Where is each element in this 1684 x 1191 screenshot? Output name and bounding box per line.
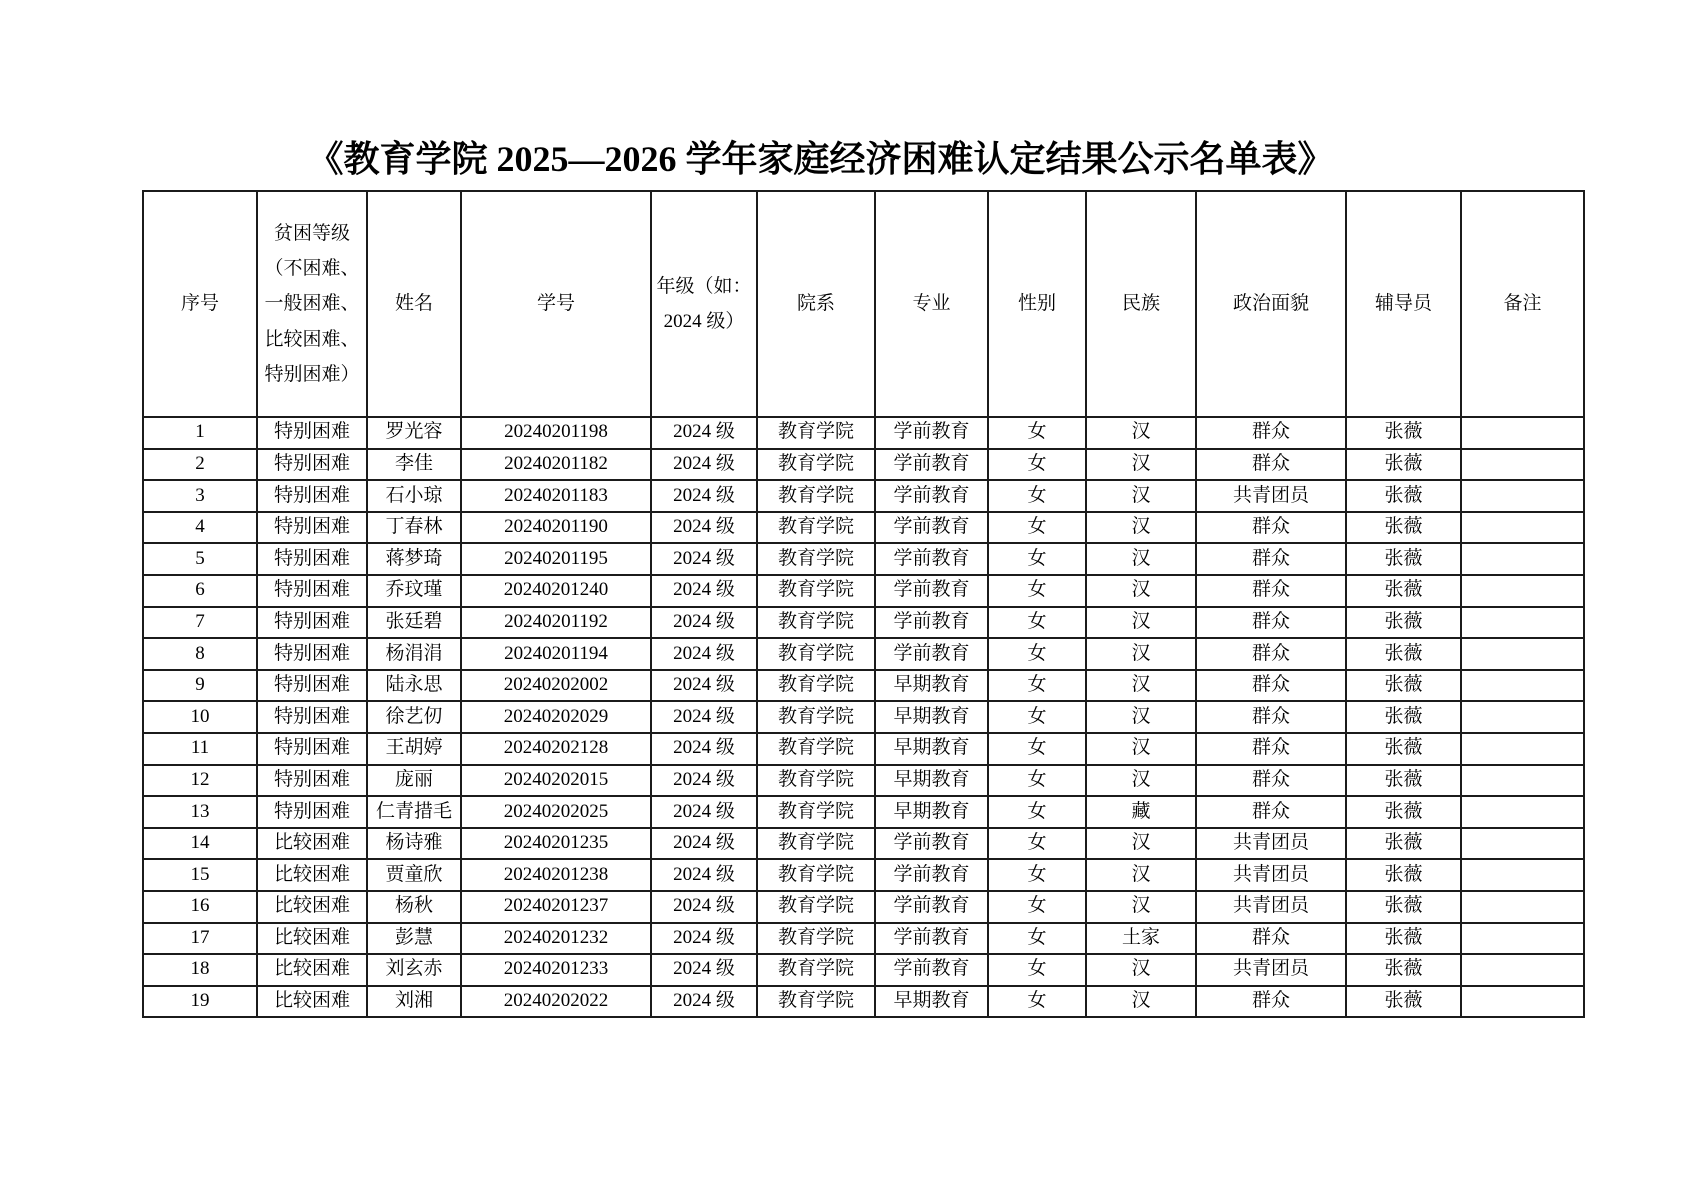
table-row (143, 859, 1584, 891)
cell-student-id: 20240201182 (461, 449, 651, 481)
cell-gender: 女 (988, 923, 1086, 955)
table-row (143, 670, 1584, 702)
cell-student-id: 20240201194 (461, 638, 651, 670)
cell-department: 教育学院 (757, 575, 875, 607)
cell-counselor: 张薇 (1346, 828, 1461, 860)
cell-name: 张廷碧 (367, 607, 461, 639)
cell-major: 早期教育 (875, 733, 988, 765)
cell-political-status: 群众 (1196, 638, 1346, 670)
cell-poverty-level: 比较困难 (257, 859, 367, 891)
cell-student-id: 20240202029 (461, 701, 651, 733)
cell-ethnicity: 汉 (1086, 954, 1196, 986)
cell-index: 1 (143, 417, 257, 449)
cell-grade: 2024 级 (651, 986, 757, 1018)
cell-major: 学前教育 (875, 449, 988, 481)
cell-poverty-level: 特别困难 (257, 607, 367, 639)
column-header-ethnicity: 民族 (1086, 191, 1196, 417)
cell-student-id: 20240202128 (461, 733, 651, 765)
cell-grade: 2024 级 (651, 733, 757, 765)
cell-department: 教育学院 (757, 480, 875, 512)
cell-index: 19 (143, 986, 257, 1018)
cell-counselor: 张薇 (1346, 512, 1461, 544)
cell-political-status: 群众 (1196, 733, 1346, 765)
cell-department: 教育学院 (757, 923, 875, 955)
cell-grade: 2024 级 (651, 638, 757, 670)
cell-poverty-level: 特别困难 (257, 575, 367, 607)
cell-gender: 女 (988, 607, 1086, 639)
cell-political-status: 群众 (1196, 765, 1346, 797)
cell-grade: 2024 级 (651, 575, 757, 607)
cell-student-id: 20240202025 (461, 796, 651, 828)
cell-gender: 女 (988, 417, 1086, 449)
cell-name: 徐艺仞 (367, 701, 461, 733)
cell-ethnicity: 汉 (1086, 859, 1196, 891)
cell-grade: 2024 级 (651, 891, 757, 923)
cell-department: 教育学院 (757, 701, 875, 733)
cell-counselor: 张薇 (1346, 638, 1461, 670)
cell-counselor: 张薇 (1346, 449, 1461, 481)
cell-grade: 2024 级 (651, 607, 757, 639)
cell-remarks (1461, 417, 1584, 449)
cell-remarks (1461, 512, 1584, 544)
cell-grade: 2024 级 (651, 670, 757, 702)
cell-grade: 2024 级 (651, 954, 757, 986)
cell-department: 教育学院 (757, 638, 875, 670)
column-header-remarks: 备注 (1461, 191, 1584, 417)
cell-student-id: 20240201195 (461, 543, 651, 575)
cell-department: 教育学院 (757, 512, 875, 544)
cell-grade: 2024 级 (651, 417, 757, 449)
cell-remarks (1461, 575, 1584, 607)
cell-major: 学前教育 (875, 543, 988, 575)
cell-department: 教育学院 (757, 607, 875, 639)
table-body (143, 417, 1584, 1017)
cell-gender: 女 (988, 796, 1086, 828)
cell-counselor: 张薇 (1346, 859, 1461, 891)
cell-student-id: 20240201232 (461, 923, 651, 955)
cell-gender: 女 (988, 543, 1086, 575)
cell-grade: 2024 级 (651, 765, 757, 797)
cell-ethnicity: 汉 (1086, 417, 1196, 449)
cell-gender: 女 (988, 701, 1086, 733)
cell-grade: 2024 级 (651, 449, 757, 481)
cell-index: 9 (143, 670, 257, 702)
cell-index: 13 (143, 796, 257, 828)
cell-major: 早期教育 (875, 701, 988, 733)
cell-gender: 女 (988, 670, 1086, 702)
cell-remarks (1461, 449, 1584, 481)
cell-department: 教育学院 (757, 828, 875, 860)
cell-department: 教育学院 (757, 543, 875, 575)
cell-ethnicity: 汉 (1086, 512, 1196, 544)
table-row (143, 701, 1584, 733)
cell-counselor: 张薇 (1346, 701, 1461, 733)
cell-student-id: 20240201233 (461, 954, 651, 986)
table-row (143, 765, 1584, 797)
cell-poverty-level: 特别困难 (257, 449, 367, 481)
cell-grade: 2024 级 (651, 796, 757, 828)
cell-political-status: 群众 (1196, 607, 1346, 639)
cell-student-id: 20240201238 (461, 859, 651, 891)
cell-remarks (1461, 954, 1584, 986)
table-row (143, 954, 1584, 986)
cell-ethnicity: 汉 (1086, 607, 1196, 639)
cell-counselor: 张薇 (1346, 733, 1461, 765)
cell-index: 16 (143, 891, 257, 923)
cell-index: 15 (143, 859, 257, 891)
cell-remarks (1461, 891, 1584, 923)
cell-index: 12 (143, 765, 257, 797)
cell-political-status: 群众 (1196, 417, 1346, 449)
cell-gender: 女 (988, 733, 1086, 765)
cell-department: 教育学院 (757, 449, 875, 481)
cell-ethnicity: 汉 (1086, 638, 1196, 670)
cell-grade: 2024 级 (651, 828, 757, 860)
cell-remarks (1461, 543, 1584, 575)
cell-counselor: 张薇 (1346, 575, 1461, 607)
cell-name: 刘湘 (367, 986, 461, 1018)
cell-student-id: 20240202015 (461, 765, 651, 797)
cell-grade: 2024 级 (651, 923, 757, 955)
cell-major: 学前教育 (875, 828, 988, 860)
cell-student-id: 20240201235 (461, 828, 651, 860)
cell-student-id: 20240201240 (461, 575, 651, 607)
cell-counselor: 张薇 (1346, 543, 1461, 575)
cell-name: 罗光容 (367, 417, 461, 449)
cell-major: 学前教育 (875, 512, 988, 544)
cell-political-status: 共青团员 (1196, 954, 1346, 986)
cell-remarks (1461, 701, 1584, 733)
cell-student-id: 20240202002 (461, 670, 651, 702)
cell-ethnicity: 汉 (1086, 543, 1196, 575)
table-row (143, 512, 1584, 544)
cell-index: 4 (143, 512, 257, 544)
table-row (143, 480, 1584, 512)
cell-student-id: 20240201198 (461, 417, 651, 449)
cell-department: 教育学院 (757, 954, 875, 986)
cell-political-status: 共青团员 (1196, 891, 1346, 923)
cell-poverty-level: 特别困难 (257, 796, 367, 828)
cell-remarks (1461, 765, 1584, 797)
cell-index: 3 (143, 480, 257, 512)
cell-student-id: 20240201183 (461, 480, 651, 512)
cell-name: 贾童欣 (367, 859, 461, 891)
cell-major: 学前教育 (875, 638, 988, 670)
cell-political-status: 群众 (1196, 543, 1346, 575)
cell-name: 蒋梦琦 (367, 543, 461, 575)
cell-gender: 女 (988, 954, 1086, 986)
cell-name: 杨秋 (367, 891, 461, 923)
cell-remarks (1461, 796, 1584, 828)
cell-remarks (1461, 923, 1584, 955)
cell-political-status: 群众 (1196, 670, 1346, 702)
column-header-major: 专业 (875, 191, 988, 417)
cell-index: 11 (143, 733, 257, 765)
cell-index: 6 (143, 575, 257, 607)
cell-name: 庞丽 (367, 765, 461, 797)
cell-major: 早期教育 (875, 796, 988, 828)
cell-index: 2 (143, 449, 257, 481)
cell-index: 5 (143, 543, 257, 575)
cell-student-id: 20240201237 (461, 891, 651, 923)
cell-counselor: 张薇 (1346, 796, 1461, 828)
cell-political-status: 共青团员 (1196, 480, 1346, 512)
cell-gender: 女 (988, 765, 1086, 797)
cell-student-id: 20240201192 (461, 607, 651, 639)
cell-ethnicity: 汉 (1086, 828, 1196, 860)
cell-department: 教育学院 (757, 417, 875, 449)
cell-counselor: 张薇 (1346, 670, 1461, 702)
cell-major: 学前教育 (875, 859, 988, 891)
cell-name: 杨涓涓 (367, 638, 461, 670)
table-row (143, 575, 1584, 607)
cell-political-status: 群众 (1196, 923, 1346, 955)
cell-index: 17 (143, 923, 257, 955)
cell-poverty-level: 特别困难 (257, 701, 367, 733)
cell-political-status: 群众 (1196, 986, 1346, 1018)
cell-political-status: 群众 (1196, 701, 1346, 733)
column-header-student-id: 学号 (461, 191, 651, 417)
cell-counselor: 张薇 (1346, 891, 1461, 923)
cell-name: 仁青措毛 (367, 796, 461, 828)
column-header-counselor: 辅导员 (1346, 191, 1461, 417)
cell-name: 刘玄赤 (367, 954, 461, 986)
cell-ethnicity: 汉 (1086, 480, 1196, 512)
cell-major: 学前教育 (875, 480, 988, 512)
cell-name: 乔玟瑾 (367, 575, 461, 607)
cell-poverty-level: 特别困难 (257, 417, 367, 449)
cell-name: 丁春林 (367, 512, 461, 544)
cell-gender: 女 (988, 638, 1086, 670)
column-header-gender: 性别 (988, 191, 1086, 417)
cell-counselor: 张薇 (1346, 923, 1461, 955)
cell-gender: 女 (988, 449, 1086, 481)
table-row (143, 607, 1584, 639)
cell-department: 教育学院 (757, 986, 875, 1018)
cell-department: 教育学院 (757, 670, 875, 702)
cell-counselor: 张薇 (1346, 986, 1461, 1018)
table-row (143, 891, 1584, 923)
cell-grade: 2024 级 (651, 701, 757, 733)
table-row (143, 986, 1584, 1018)
cell-ethnicity: 土家 (1086, 923, 1196, 955)
column-header-poverty-level: 贫困等级（不困难、一般困难、比较困难、特别困难） (257, 191, 367, 417)
cell-major: 早期教育 (875, 670, 988, 702)
cell-name: 李佳 (367, 449, 461, 481)
cell-grade: 2024 级 (651, 859, 757, 891)
cell-major: 学前教育 (875, 607, 988, 639)
cell-grade: 2024 级 (651, 512, 757, 544)
cell-ethnicity: 汉 (1086, 733, 1196, 765)
cell-name: 王胡婷 (367, 733, 461, 765)
cell-remarks (1461, 859, 1584, 891)
cell-political-status: 群众 (1196, 575, 1346, 607)
cell-poverty-level: 特别困难 (257, 543, 367, 575)
cell-political-status: 群众 (1196, 512, 1346, 544)
cell-poverty-level: 比较困难 (257, 891, 367, 923)
cell-counselor: 张薇 (1346, 480, 1461, 512)
cell-index: 14 (143, 828, 257, 860)
column-header-index: 序号 (143, 191, 257, 417)
cell-major: 学前教育 (875, 891, 988, 923)
cell-counselor: 张薇 (1346, 954, 1461, 986)
table-row (143, 733, 1584, 765)
cell-name: 彭慧 (367, 923, 461, 955)
cell-name: 杨诗雅 (367, 828, 461, 860)
cell-remarks (1461, 828, 1584, 860)
cell-remarks (1461, 480, 1584, 512)
cell-ethnicity: 汉 (1086, 891, 1196, 923)
cell-gender: 女 (988, 512, 1086, 544)
cell-gender: 女 (988, 480, 1086, 512)
table-row (143, 543, 1584, 575)
cell-student-id: 20240201190 (461, 512, 651, 544)
column-header-department: 院系 (757, 191, 875, 417)
cell-department: 教育学院 (757, 796, 875, 828)
cell-poverty-level: 比较困难 (257, 986, 367, 1018)
cell-major: 学前教育 (875, 417, 988, 449)
cell-gender: 女 (988, 575, 1086, 607)
cell-grade: 2024 级 (651, 480, 757, 512)
cell-ethnicity: 藏 (1086, 796, 1196, 828)
cell-ethnicity: 汉 (1086, 986, 1196, 1018)
cell-poverty-level: 特别困难 (257, 733, 367, 765)
cell-poverty-level: 特别困难 (257, 638, 367, 670)
cell-index: 10 (143, 701, 257, 733)
cell-grade: 2024 级 (651, 543, 757, 575)
cell-index: 7 (143, 607, 257, 639)
cell-department: 教育学院 (757, 891, 875, 923)
table-row (143, 923, 1584, 955)
cell-major: 学前教育 (875, 923, 988, 955)
cell-poverty-level: 比较困难 (257, 954, 367, 986)
table-row (143, 638, 1584, 670)
table-row (143, 417, 1584, 449)
column-header-name: 姓名 (367, 191, 461, 417)
table-row (143, 449, 1584, 481)
cell-major: 学前教育 (875, 575, 988, 607)
column-header-political-status: 政治面貌 (1196, 191, 1346, 417)
cell-ethnicity: 汉 (1086, 575, 1196, 607)
cell-ethnicity: 汉 (1086, 765, 1196, 797)
cell-political-status: 群众 (1196, 796, 1346, 828)
cell-gender: 女 (988, 859, 1086, 891)
column-header-grade: 年级（如：2024 级） (651, 191, 757, 417)
document-title: 《教育学院 2025—2026 学年家庭经济困难认定结果公示名单表》 (307, 139, 1334, 179)
cell-department: 教育学院 (757, 733, 875, 765)
cell-gender: 女 (988, 828, 1086, 860)
cell-poverty-level: 特别困难 (257, 480, 367, 512)
cell-remarks (1461, 733, 1584, 765)
cell-remarks (1461, 986, 1584, 1018)
cell-remarks (1461, 638, 1584, 670)
cell-name: 石小琼 (367, 480, 461, 512)
cell-political-status: 共青团员 (1196, 828, 1346, 860)
cell-ethnicity: 汉 (1086, 449, 1196, 481)
cell-poverty-level: 特别困难 (257, 512, 367, 544)
cell-counselor: 张薇 (1346, 607, 1461, 639)
cell-counselor: 张薇 (1346, 417, 1461, 449)
table-row (143, 796, 1584, 828)
cell-remarks (1461, 670, 1584, 702)
cell-index: 8 (143, 638, 257, 670)
cell-major: 学前教育 (875, 954, 988, 986)
cell-poverty-level: 特别困难 (257, 670, 367, 702)
table-header-row (143, 191, 1584, 417)
cell-remarks (1461, 607, 1584, 639)
cell-political-status: 共青团员 (1196, 859, 1346, 891)
cell-gender: 女 (988, 891, 1086, 923)
cell-department: 教育学院 (757, 859, 875, 891)
cell-major: 早期教育 (875, 986, 988, 1018)
cell-name: 陆永思 (367, 670, 461, 702)
cell-poverty-level: 特别困难 (257, 765, 367, 797)
cell-major: 早期教育 (875, 765, 988, 797)
cell-student-id: 20240202022 (461, 986, 651, 1018)
cell-ethnicity: 汉 (1086, 701, 1196, 733)
cell-department: 教育学院 (757, 765, 875, 797)
table-row (143, 828, 1584, 860)
cell-poverty-level: 比较困难 (257, 923, 367, 955)
cell-counselor: 张薇 (1346, 765, 1461, 797)
cell-gender: 女 (988, 986, 1086, 1018)
cell-poverty-level: 比较困难 (257, 828, 367, 860)
cell-political-status: 群众 (1196, 449, 1346, 481)
cell-index: 18 (143, 954, 257, 986)
roster-table (142, 190, 1585, 1018)
cell-ethnicity: 汉 (1086, 670, 1196, 702)
